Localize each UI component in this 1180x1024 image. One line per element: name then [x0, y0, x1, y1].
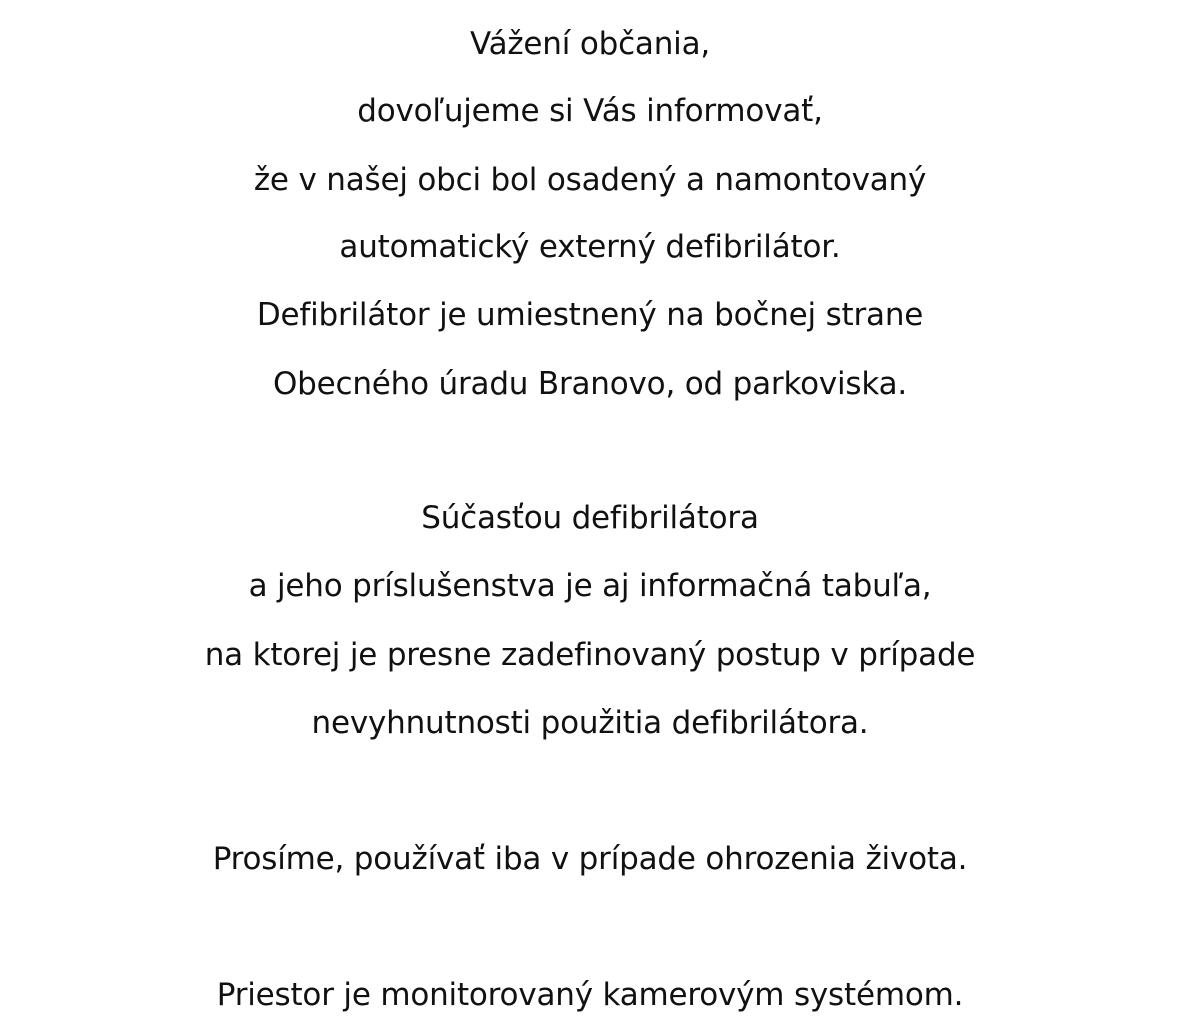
accessories-line-1: Súčasťou defibrilátora — [421, 500, 759, 536]
installation-line: že v našej obci bol osadený a namontovaný — [253, 162, 927, 198]
intro-line: dovoľujeme si Vás informovať, — [357, 93, 823, 129]
camera-notice-line: Priestor je monitorovaný kamerovým systémom. — [216, 977, 964, 1013]
device-line: automatický externý defibrilátor. — [339, 229, 841, 265]
procedure-line-1: na ktorej je presne zadefinovaný postup v prípade — [204, 637, 976, 673]
procedure-line-2: nevyhnutnosti použitia defibrilátora. — [311, 705, 869, 741]
usage-warning-line: Prosíme, používať iba v prípade ohrozenia života. — [212, 841, 968, 877]
location-line-1: Defibrilátor je umiestnený na bočnej strane — [256, 297, 924, 333]
accessories-line-2: a jeho príslušenstva je aj informačná tabuľa, — [248, 568, 932, 604]
greeting-line: Vážení občania, — [469, 26, 711, 62]
location-line-2: Obecného úradu Branovo, od parkoviska. — [272, 366, 908, 402]
